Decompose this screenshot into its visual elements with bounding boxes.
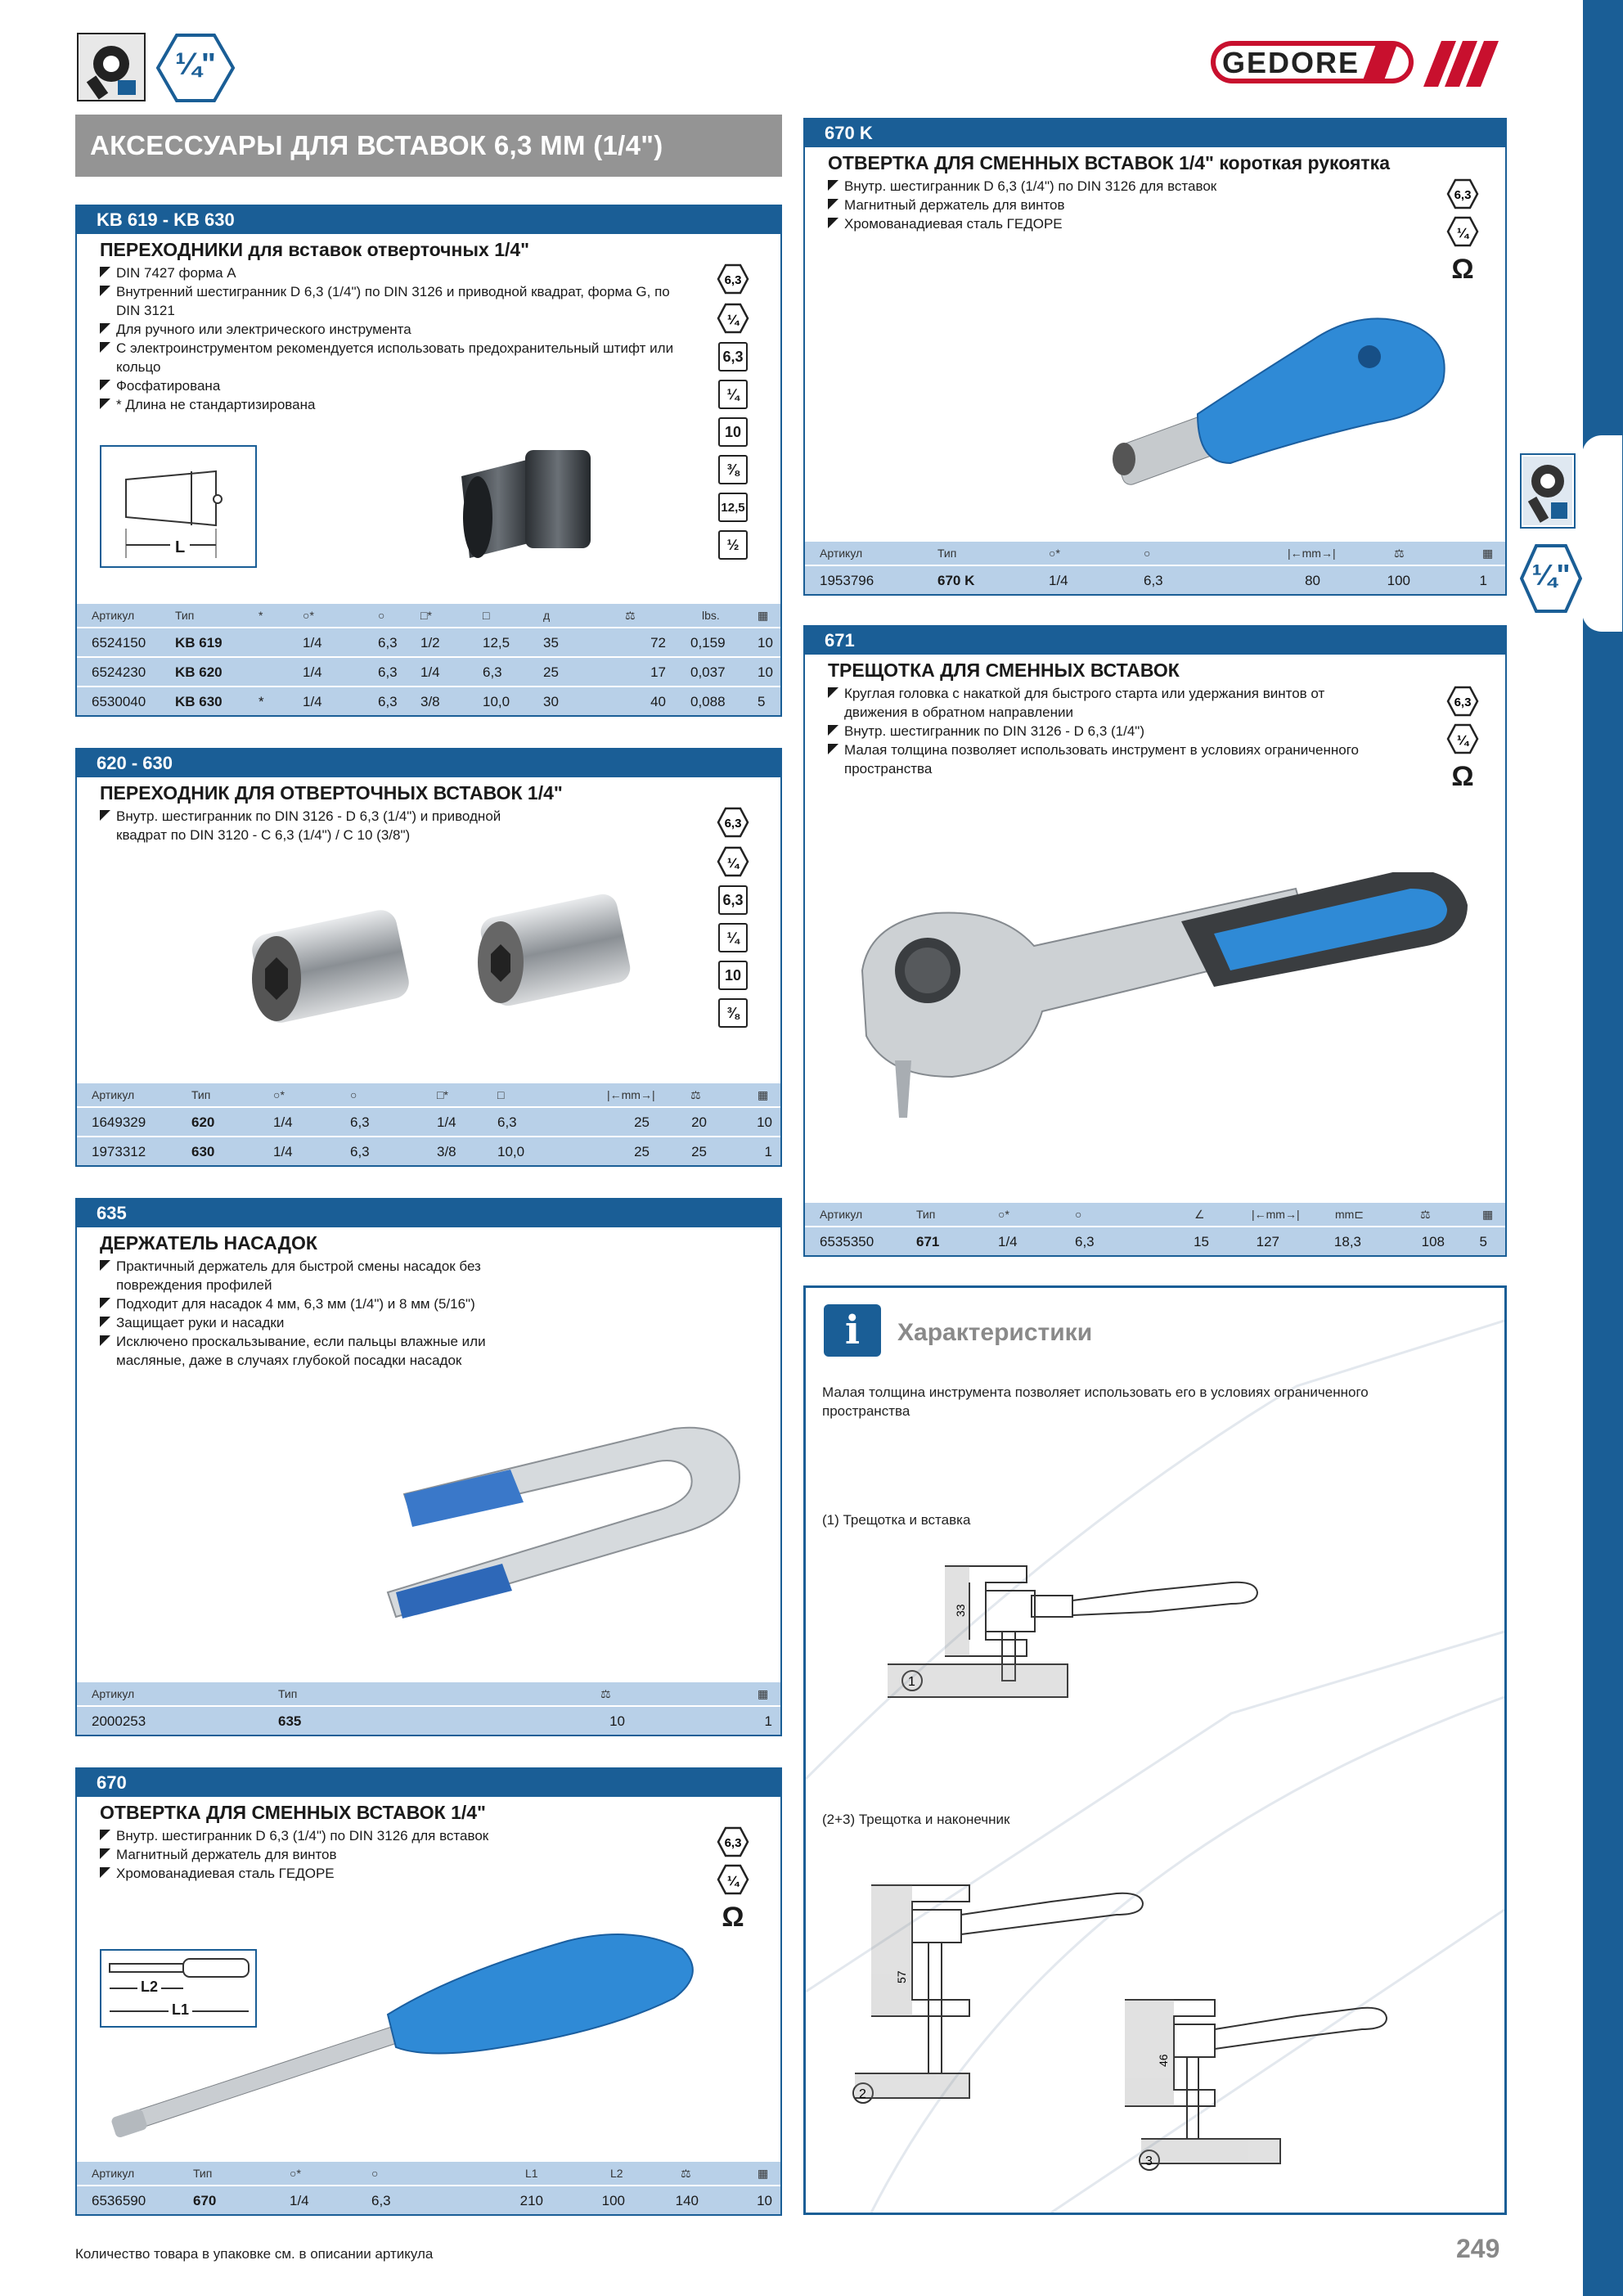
- category-icon: [77, 33, 146, 101]
- table-header: Артикул Тип ○* ○ |←mm→| ⚖ ▦: [820, 547, 1494, 560]
- square-drive-inch-icon: ¼: [718, 380, 748, 409]
- spec-table: [77, 1682, 780, 1735]
- svg-text:6,3: 6,3: [1454, 696, 1472, 709]
- side-rail: [1583, 0, 1623, 2296]
- product-title: ПЕРЕХОДНИК ДЛЯ ОТВЕРТОЧНЫХ ВСТАВОК 1/4": [100, 782, 563, 804]
- spec-symbols: [717, 1826, 749, 1933]
- magnet-icon: Ω: [1451, 254, 1474, 285]
- feature-item: Внутр. шестигранник D 6,3 (1/4") по DIN 3126 для вставок: [100, 1826, 617, 1845]
- dimension-drawing: L: [100, 445, 257, 568]
- product-title: ОТВЕРТКА ДЛЯ СМЕННЫХ ВСТАВОК 1/4" короткая рукоятка: [828, 152, 1390, 173]
- product-photo-stubby-screwdriver: [1099, 308, 1476, 500]
- section-head: 670 K: [805, 119, 1505, 147]
- section-head: 620 - 630: [77, 750, 780, 777]
- magnet-icon: Ω: [1451, 761, 1474, 792]
- spec-symbols: [1446, 686, 1479, 792]
- table-row: 6535350 671 1/4 6,3 15 127 18,3 108 5: [805, 1226, 1505, 1255]
- feature-item: Магнитный держатель для винтов: [828, 196, 1378, 214]
- product-671: [803, 625, 1507, 1257]
- feature-item: Внутр. шестигранник по DIN 3126 - D 6,3 (1/4") и приводной квадрат по DIN 3120 - C 6,3 (1/4") / C 10 (3/8"): [100, 807, 535, 844]
- square-drive-inch-icon: ⅜: [718, 455, 748, 484]
- table-row: 1973312 630 1/4 6,3 3/8 10,0 25 25 1: [77, 1136, 780, 1165]
- feature-item: Внутренний шестигранник D 6,3 (1/4") по DIN 3126 и приводной квадрат, форма G, по DIN 3121: [100, 282, 682, 320]
- figure-caption: (2+3) Трещотка и наконечник: [822, 1812, 1010, 1827]
- section-head: KB 619 - KB 630: [77, 206, 780, 234]
- product-title: ОТВЕРТКА ДЛЯ СМЕННЫХ ВСТАВОК 1/4": [100, 1802, 486, 1823]
- table-header: Артикул Тип ○* ○ L1 L2 ⚖ ▦: [92, 2167, 769, 2180]
- side-tool-icon: [1520, 453, 1576, 529]
- brand-stripes: [1423, 41, 1499, 91]
- spec-table: [77, 2162, 780, 2214]
- side-tab: [1582, 435, 1622, 632]
- size-badge: ¼": [155, 33, 236, 103]
- product-620-630: [75, 748, 782, 1167]
- page-number: 249: [1456, 2234, 1500, 2263]
- spec-table: [77, 604, 780, 715]
- table-row: 1953796 670 K 1/4 6,3 80 100 1: [805, 565, 1505, 594]
- section-title: АКСЕССУАРЫ ДЛЯ ВСТАВОК 6,3 ММ (1/4"): [75, 115, 782, 177]
- feature-item: * Длина не стандартизирована: [100, 395, 682, 414]
- square-drive-icon: 10: [718, 961, 748, 990]
- product-photo-adapter: [445, 435, 609, 570]
- feature-item: Магнитный держатель для винтов: [100, 1845, 617, 1864]
- feature-item: Внутр. шестигранник по DIN 3126 - D 6,3 (1/4"): [828, 722, 1378, 741]
- table-row: 6536590 670 1/4 6,3 210 100 140 10: [77, 2185, 780, 2214]
- square-drive-icon: 6,3: [718, 885, 748, 915]
- section-head: 635: [77, 1200, 780, 1227]
- info-icon: i: [824, 1304, 881, 1357]
- product-photo-adapters: [241, 872, 682, 1040]
- svg-text:2: 2: [859, 2087, 866, 2101]
- spec-symbols: [1446, 178, 1479, 285]
- square-drive-icon: 6,3: [718, 342, 748, 371]
- product-title: ТРЕЩОТКА ДЛЯ СМЕННЫХ ВСТАВОК: [828, 660, 1180, 681]
- svg-text:¼: ¼: [1456, 732, 1469, 748]
- svg-text:3: 3: [1145, 2154, 1153, 2168]
- hex-socket-icon: [1446, 686, 1479, 717]
- table-header: Артикул Тип ⚖ ▦: [92, 1687, 769, 1700]
- hex-inch-icon: [717, 1864, 749, 1895]
- table-header: Артикул Тип ○* ○ □* □ |←mm→| ⚖ ▦: [92, 1088, 769, 1101]
- feature-item: Для ручного или электрического инструмента: [100, 320, 682, 339]
- hex-inch-icon: [1446, 216, 1479, 247]
- spec-table: [77, 1083, 780, 1165]
- product-photo-screwdriver: [110, 1925, 715, 2150]
- svg-text:¼: ¼: [1456, 225, 1469, 241]
- side-size-badge: ¼": [1520, 543, 1582, 614]
- footer-note: Количество товара в упаковке см. в описании артикула: [75, 2246, 434, 2262]
- square-drive-icon: 10: [718, 417, 748, 447]
- feature-item: Защищает руки и насадки: [100, 1313, 535, 1332]
- hex-socket-icon: [1446, 178, 1479, 209]
- svg-text:¼: ¼: [726, 312, 740, 327]
- figure-caption: (1) Трещотка и вставка: [822, 1512, 971, 1528]
- diagram-ratchet-tip: [838, 1877, 1477, 2176]
- svg-text:33: 33: [954, 1604, 967, 1617]
- feature-item: Практичный держатель для быстрой смены насадок без повреждения профилей: [100, 1257, 535, 1294]
- hex-socket-icon: [717, 263, 749, 295]
- product-title: ДЕРЖАТЕЛЬ НАСАДОК: [100, 1232, 317, 1254]
- section-head: 671: [805, 627, 1505, 655]
- characteristics-panel: [803, 1285, 1507, 2215]
- svg-text:46: 46: [1157, 2054, 1170, 2067]
- feature-item: Внутр. шестигранник D 6,3 (1/4") по DIN 3126 для вставок: [828, 177, 1378, 196]
- square-drive-inch-icon: ¼: [718, 923, 748, 952]
- hex-inch-icon: [1446, 723, 1479, 754]
- product-670k: [803, 118, 1507, 596]
- spec-symbols: [717, 807, 749, 1028]
- spec-table: [805, 1203, 1505, 1255]
- feature-list: [77, 1255, 535, 1370]
- svg-text:6,3: 6,3: [1454, 188, 1472, 202]
- feature-item: DIN 7427 форма A: [100, 263, 682, 282]
- product-photo-holder: [330, 1396, 789, 1637]
- product-670: [75, 1767, 782, 2216]
- svg-text:1: 1: [908, 1675, 915, 1689]
- feature-list: [805, 175, 1378, 233]
- magnet-icon: Ω: [722, 1902, 744, 1933]
- hex-socket-icon: [717, 1826, 749, 1857]
- table-row: 6524230 KB 620 1/4 6,3 1/4 6,3 25 17 0,037 10: [77, 656, 780, 686]
- feature-list: [805, 682, 1378, 778]
- product-kb619-kb630: [75, 205, 782, 717]
- feature-item: Малая толщина позволяет использовать инструмент в условиях ограниченного пространства: [828, 741, 1378, 778]
- feature-item: Хромованадиевая сталь ГЕДОРЕ: [828, 214, 1378, 233]
- svg-text:¼: ¼: [726, 855, 740, 871]
- dimension-drawing: L2 L1: [100, 1949, 257, 2028]
- svg-text:57: 57: [895, 1970, 908, 1983]
- feature-list: [77, 262, 682, 414]
- feature-item: Круглая головка с накаткой для быстрого старта или удержания винтов от движения в обратном направлении: [828, 684, 1378, 722]
- svg-text:¼: ¼: [726, 1873, 740, 1889]
- feature-item: Фосфатирована: [100, 376, 682, 395]
- square-drive-inch-icon: ½: [718, 530, 748, 560]
- table-header: Артикул Тип ○* ○ ∠ |←mm→| mm⊏ ⚖ ▦: [820, 1208, 1494, 1221]
- feature-item: Подходит для насадок 4 мм, 6,3 мм (1/4") и 8 мм (5/16"): [100, 1294, 535, 1313]
- characteristics-text: Малая толщина инструмента позволяет использовать его в условиях ограниченного пространства: [822, 1384, 1369, 1419]
- feature-item: Хромованадиевая сталь ГЕДОРЕ: [100, 1864, 617, 1883]
- square-drive-inch-icon: ⅜: [718, 998, 748, 1028]
- product-635: [75, 1198, 782, 1736]
- spec-table: [805, 542, 1505, 594]
- spec-symbols: [717, 263, 749, 560]
- feature-list: [77, 805, 535, 844]
- hex-inch-icon: [717, 846, 749, 877]
- table-row: 6530040 KB 630 * 1/4 6,3 3/8 10,0 30 40 0,088 5: [77, 686, 780, 715]
- table-row: 6524150 KB 619 1/4 6,3 1/2 12,5 35 72 0,159 10: [77, 627, 780, 656]
- table-header: Артикул Тип * ○* ○ □* □ д ⚖ lbs. ▦: [92, 609, 769, 622]
- diagram-ratchet-insert: [888, 1558, 1313, 1717]
- product-title: ПЕРЕХОДНИКИ для вставок отверточных 1/4": [100, 239, 530, 260]
- svg-text:6,3: 6,3: [724, 817, 742, 831]
- hex-inch-icon: [717, 303, 749, 334]
- svg-text:6,3: 6,3: [724, 273, 742, 287]
- table-row: 2000253 635 10 1: [77, 1705, 780, 1735]
- section-head: 670: [77, 1769, 780, 1797]
- square-drive-icon: 12,5: [718, 493, 748, 522]
- feature-item: Исключено проскальзывание, если пальцы влажные или масляные, даже в случаях глубокой посадки насадок: [100, 1332, 535, 1370]
- svg-text:6,3: 6,3: [724, 1836, 742, 1850]
- brand-logo: GEDORE: [1209, 38, 1414, 87]
- product-photo-ratchet: [838, 872, 1476, 1155]
- feature-item: С электроинструментом рекомендуется использовать предохранительный штифт или кольцо: [100, 339, 682, 376]
- feature-list: [77, 1825, 617, 1883]
- characteristics-title: Характеристики: [897, 1319, 1093, 1346]
- hex-socket-icon: [717, 807, 749, 838]
- table-row: 1649329 620 1/4 6,3 1/4 6,3 25 20 10: [77, 1106, 780, 1136]
